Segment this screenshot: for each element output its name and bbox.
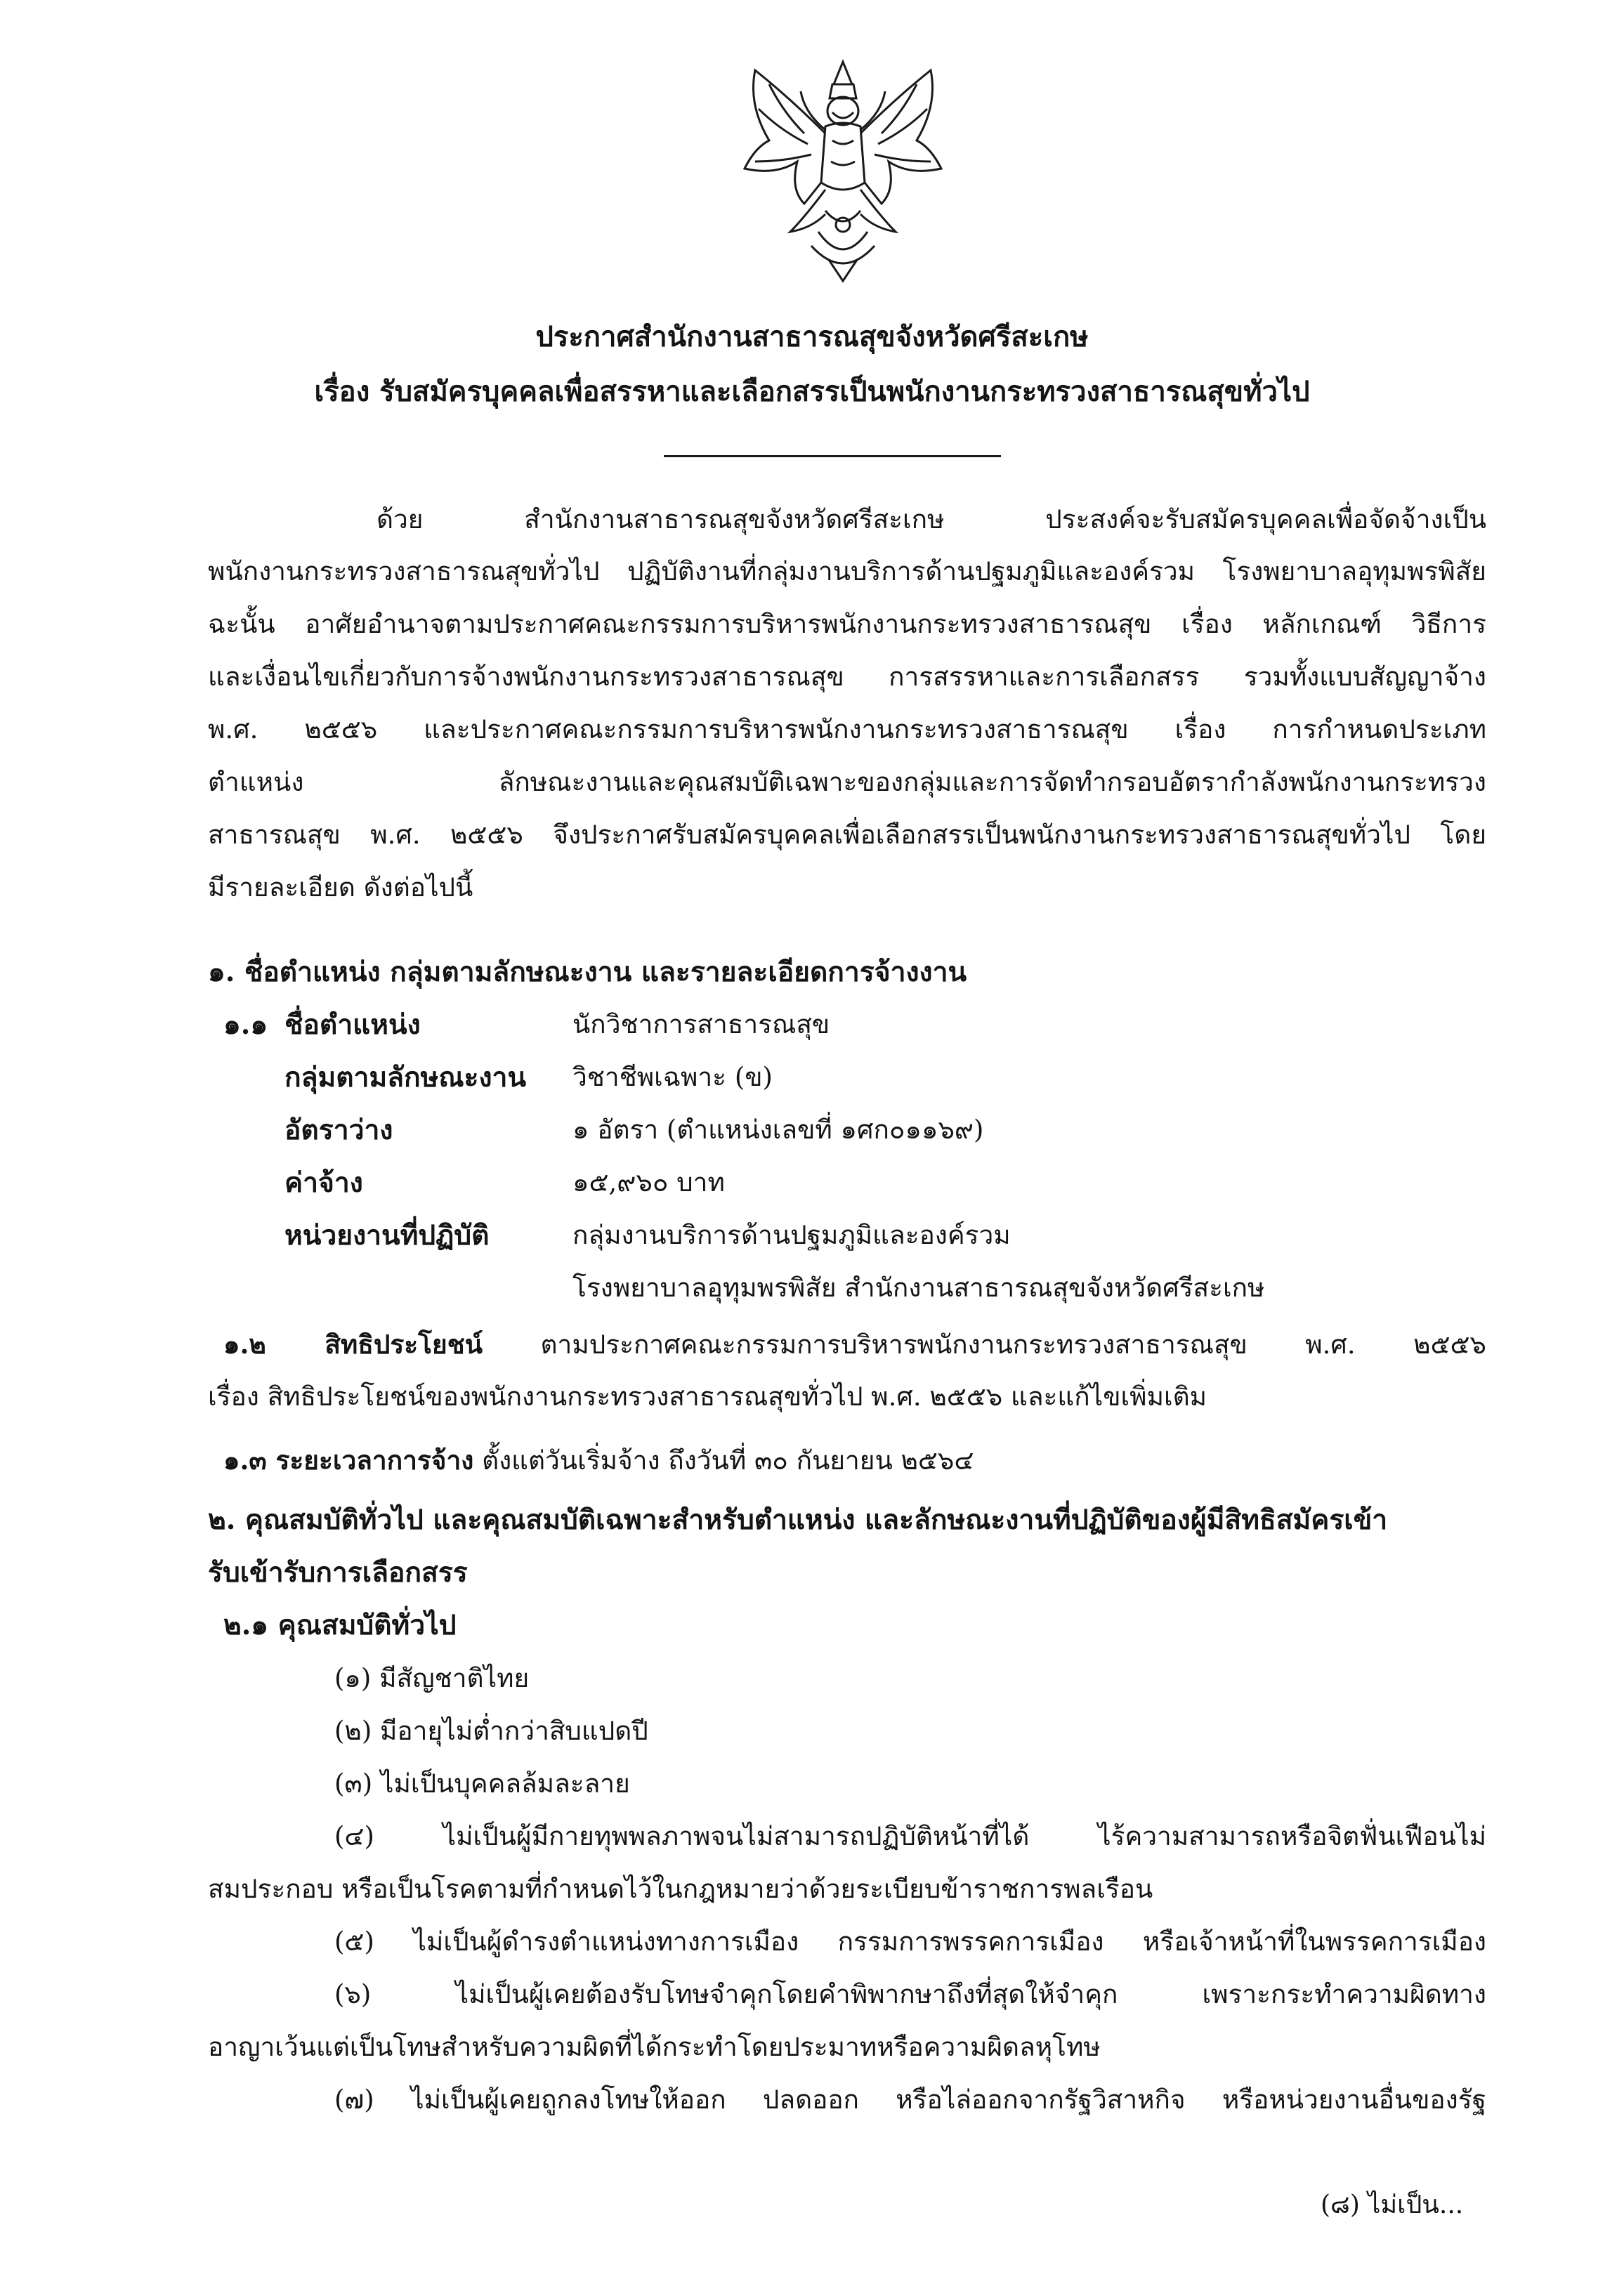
detail-label: อัตราว่าง <box>284 1114 393 1146</box>
section-1-1-number: ๑.๑ <box>223 1009 268 1041</box>
detail-label: ชื่อตำแหน่ง <box>284 1009 421 1041</box>
continued-marker: (๘) ไม่เป็น... <box>1321 2191 1464 2219</box>
qualification-item: (๑) มีสัญชาติไทย <box>334 1663 530 1693</box>
announcement-title: ประกาศสำนักงานสาธารณสุขจังหวัดศรีสะเกษ <box>535 320 1089 353</box>
benefits-line <box>223 1322 1486 1367</box>
section-2-heading: รับเข้ารับการเลือกสรร <box>208 1556 468 1589</box>
qualification-item: (๗) ไม่เป็นผู้เคยถูกลงโทษให้ออก ปลดออก หรือไล่ออกจากรัฐวิสาหกิจ หรือหน่วยงานอื่นของรัฐ <box>334 2085 1486 2115</box>
section-2-heading: ๒. คุณสมบัติทั่วไป และคุณสมบัติเฉพาะสำหรับตำแหน่ง และลักษณะงานที่ปฏิบัติของผู้มีสิทธิสมัครเข้า <box>208 1504 1388 1536</box>
employment-period-line <box>223 1438 974 1483</box>
intro-line: มีรายละเอียด ดังต่อไปนี้ <box>208 872 473 903</box>
qualification-item: (๓) ไม่เป็นบุคคลล้มละลาย <box>334 1768 630 1799</box>
detail-value-continued: โรงพยาบาลอุทุมพรพิสัย สำนักงานสาธารณสุขจังหวัดศรีสะเกษ <box>572 1273 1265 1303</box>
intro-line: พนักงานกระทรวงสาธารณสุขทั่วไป ปฏิบัติงานที่กลุ่มงานบริการด้านปฐมภูมิและองค์รวม โรงพยาบาลอุทุมพรพิสัย <box>208 556 1486 586</box>
detail-label: ค่าจ้าง <box>284 1167 363 1199</box>
intro-line: ด้วย สำนักงานสาธารณสุขจังหวัดศรีสะเกษ ประสงค์จะรับสมัครบุคคลเพื่อจัดจ้างเป็น <box>376 504 1486 534</box>
intro-line: สาธารณสุข พ.ศ. ๒๕๕๖ จึงประกาศรับสมัครบุคคลเพื่อเลือกสรรเป็นพนักงานกระทรวงสาธารณสุขทั่วไป โดย <box>208 820 1486 850</box>
qualification-item-continued: อาญาเว้นแต่เป็นโทษสำหรับความผิดที่ได้กระทำโดยประมาทหรือความผิดลหุโทษ <box>208 2032 1101 2062</box>
benefits-text: ตามประกาศคณะกรรมการบริหารพนักงานกระทรวงสาธารณสุข พ.ศ. ๒๕๕๖ <box>540 1330 1486 1360</box>
detail-value: กลุ่มงานบริการด้านปฐมภูมิและองค์รวม <box>572 1220 1011 1250</box>
announcement-subject: เรื่อง รับสมัครบุคคลเพื่อสรรหาและเลือกสรรเป็นพนักงานกระทรวงสาธารณสุขทั่วไป <box>314 375 1310 408</box>
detail-label: หน่วยงานที่ปฏิบัติ <box>284 1219 490 1252</box>
qualification-item: (๔) ไม่เป็นผู้มีกายทุพพลภาพจนไม่สามารถปฏิบัติหน้าที่ได้ ไร้ความสามารถหรือจิตฟั่นเฟือนไม่ <box>334 1821 1486 1851</box>
detail-value: วิชาชีพเฉพาะ (ข) <box>572 1062 773 1092</box>
detail-value: ๑ อัตรา (ตำแหน่งเลขที่ ๑ศก๐๑๑๖๙) <box>572 1115 984 1145</box>
employment-period-text: ตั้งแต่วันเริ่มจ้าง ถึงวันที่ ๓๐ กันยายน ๒๕๖๔ <box>482 1445 974 1476</box>
section-1-heading: ๑. ชื่อตำแหน่ง กลุ่มตามลักษณะงาน และรายละเอียดการจ้างงาน <box>208 956 967 988</box>
detail-value: ๑๕,๙๖๐ บาท <box>572 1167 725 1197</box>
section-2-1-heading: ๒.๑ คุณสมบัติทั่วไป <box>223 1609 457 1641</box>
intro-line: ฉะนั้น อาศัยอำนาจตามประกาศคณะกรรมการบริหารพนักงานกระทรวงสาธารณสุข เรื่อง หลักเกณฑ์ วิธีการ <box>208 609 1486 639</box>
qualification-item: (๖) ไม่เป็นผู้เคยต้องรับโทษจำคุกโดยคำพิพากษาถึงที่สุดให้จำคุก เพราะกระทำความผิดทาง <box>334 1979 1486 2009</box>
title-divider <box>664 455 1001 457</box>
detail-label: กลุ่มตามลักษณะงาน <box>284 1061 527 1094</box>
qualification-item-continued: สมประกอบ หรือเป็นโรคตามที่กำหนดไว้ในกฎหมายว่าด้วยระเบียบข้าราชการพลเรือน <box>208 1874 1153 1904</box>
benefits-line: เรื่อง สิทธิประโยชน์ของพนักงานกระทรวงสาธารณสุขทั่วไป พ.ศ. ๒๕๕๖ และแก้ไขเพิ่มเติม <box>208 1381 1207 1412</box>
intro-line: และเงื่อนไขเกี่ยวกับการจ้างพนักงานกระทรวงสาธารณสุข การสรรหาและการเลือกสรร รวมทั้งแบบสัญญาจ้าง <box>208 662 1486 692</box>
garuda-emblem-icon <box>727 56 959 288</box>
benefits-label: ๑.๒ สิทธิประโยชน์ <box>223 1329 483 1360</box>
intro-line: ตำแหน่ง ลักษณะงานและคุณสมบัติเฉพาะของกลุ่มและการจัดทำกรอบอัตรากำลังพนักงานกระทรวง <box>208 767 1486 797</box>
employment-period-label: ๑.๓ ระยะเวลาการจ้าง <box>223 1445 474 1476</box>
qualification-item: (๒) มีอายุไม่ต่ำกว่าสิบแปดปี <box>334 1716 648 1746</box>
intro-line: พ.ศ. ๒๕๕๖ และประกาศคณะกรรมการบริหารพนักงานกระทรวงสาธารณสุข เรื่อง การกำหนดประเภท <box>208 714 1486 744</box>
qualification-item: (๕) ไม่เป็นผู้ดำรงตำแหน่งทางการเมือง กรรมการพรรคการเมือง หรือเจ้าหน้าที่ในพรรคการเมือง <box>334 1927 1486 1957</box>
detail-value: นักวิชาการสาธารณสุข <box>572 1009 830 1039</box>
